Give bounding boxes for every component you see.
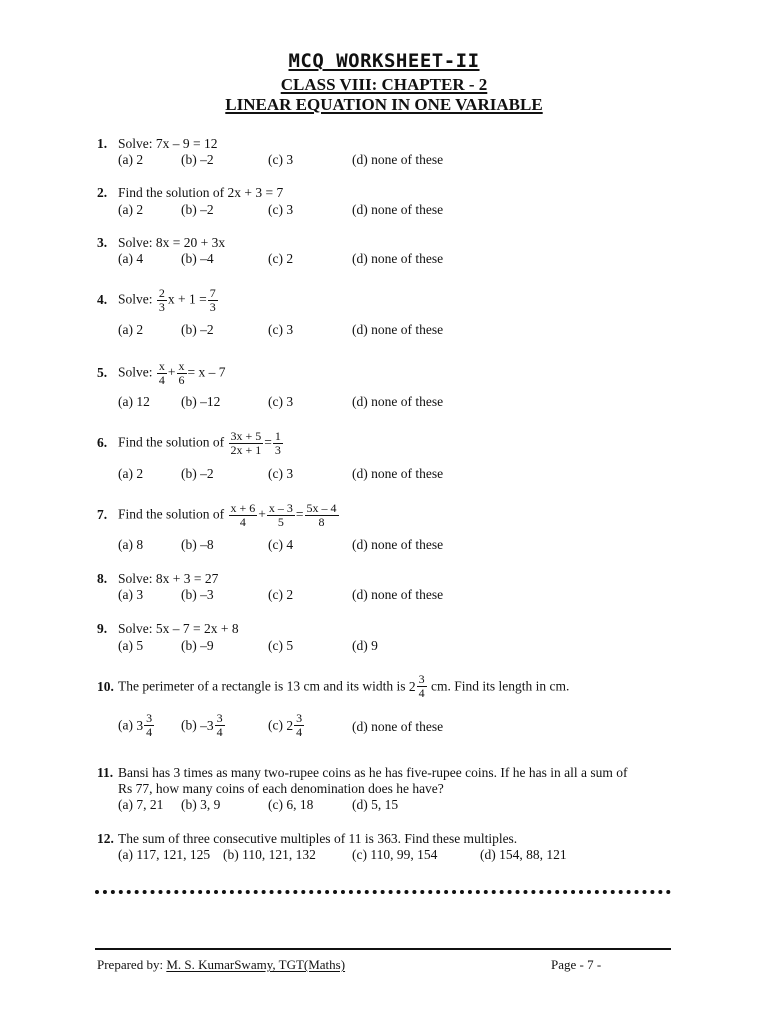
q7-option-c: (c) 4 — [268, 537, 294, 552]
q9-option-a: (a) 5 — [118, 638, 144, 653]
q10-width-mixed-number: 2 $\frac{3}{4}$ — [408, 672, 425, 700]
q11-option-a: (a) 7, 21 — [118, 797, 164, 812]
q2-option-d: (d) none of these — [352, 202, 444, 217]
q2-option-a: (a) 2 — [118, 202, 144, 217]
question-5: 5. Solve: $\frac{x}{4}$ + $\frac{x}{6}$ = x – 7 — [97, 359, 226, 387]
footer-author: M. S. KumarSwamy, TGT(Maths) — [166, 957, 346, 972]
question-12: 12. The sum of three consecutive multiples of 11 is 363. Find these multiples. — [97, 831, 518, 846]
q7-fraction-1: $\frac{x + 6}{4}$ — [230, 501, 256, 529]
q5-option-b: (b) –12 — [181, 394, 221, 409]
q7-option-a: (a) 8 — [118, 537, 144, 552]
q9-option-c: (c) 5 — [268, 638, 294, 653]
q4-fraction-2: $\frac{7}{3}$ — [209, 286, 216, 314]
q11-option-b: (b) 3, 9 — [181, 797, 221, 812]
q4-option-c: (c) 3 — [268, 322, 294, 337]
dotted-separator — [95, 890, 671, 894]
q8-option-c: (c) 2 — [268, 587, 294, 602]
q7-option-b: (b) –8 — [181, 537, 214, 552]
q3-option-c: (c) 2 — [268, 251, 294, 266]
q6-option-b: (b) –2 — [181, 466, 214, 481]
q7-option-d: (d) none of these — [352, 537, 444, 552]
topic-heading: LINEAR EQUATION IN ONE VARIABLE — [225, 95, 543, 114]
q8-option-b: (b) –3 — [181, 587, 214, 602]
question-11: 11. Bansi has 3 times as many two-rupee coins as he has five-rupee coins. If he has in all a sum of — [97, 765, 628, 780]
q5-fraction-2: $\frac{x}{6}$ — [178, 359, 185, 387]
q8-option-a: (a) 3 — [118, 587, 144, 602]
q4-option-a: (a) 2 — [118, 322, 144, 337]
q7-fraction-2: $\frac{x - 3}{5}$ — [268, 501, 293, 529]
q11-option-d: (d) 5, 15 — [352, 797, 399, 812]
q5-fraction-1: $\frac{x}{4}$ — [158, 359, 165, 387]
q3-option-a: (a) 4 — [118, 251, 144, 266]
question-10: 10. The perimeter of a rectangle is 13 cm and its width is 2 $\frac{3}{4}$ cm. Find its length in cm. — [97, 672, 570, 700]
q11-option-c: (c) 6, 18 — [268, 797, 314, 812]
q5-option-a: (a) 12 — [118, 394, 150, 409]
question-9: 9. Solve: 5x – 7 = 2x + 8 — [97, 621, 239, 636]
question-8: 8. Solve: 8x + 3 = 27 — [97, 571, 219, 586]
q9-option-b: (b) –9 — [181, 638, 214, 653]
worksheet-title: MCQ WORKSHEET-II — [288, 50, 480, 72]
question-2: 2. Find the solution of 2x + 3 = 7 — [97, 185, 284, 200]
footer-prepared-by: Prepared by: M. S. KumarSwamy, TGT(Maths) — [97, 957, 346, 972]
q6-option-d: (d) none of these — [352, 466, 444, 481]
question-11-line-2: Rs 77, how many coins of each denomination does he have? — [118, 781, 444, 796]
q6-option-c: (c) 3 — [268, 466, 294, 481]
q12-option-b: (b) 110, 121, 132 — [223, 847, 316, 862]
q1-option-b: (b) –2 — [181, 152, 214, 167]
q12-option-c: (c) 110, 99, 154 — [352, 847, 438, 862]
q3-option-b: (b) –4 — [181, 251, 214, 266]
q6-option-a: (a) 2 — [118, 466, 144, 481]
q12-option-a: (a) 117, 121, 125 — [118, 847, 211, 862]
q10-option-a: (a) 3 $\frac{3}{4}$ — [118, 711, 153, 739]
q6-fraction-2: $\frac{1}{3}$ — [274, 429, 281, 457]
q2-option-c: (c) 3 — [268, 202, 294, 217]
q1-option-d: (d) none of these — [352, 152, 444, 167]
q6-fraction-1: $\frac{3x + 5}{2x + 1}$ — [230, 429, 262, 457]
q2-option-b: (b) –2 — [181, 202, 214, 217]
q8-option-d: (d) none of these — [352, 587, 444, 602]
question-6: 6. Find the solution of $\frac{3x + 5}{2x + 1}$ = $\frac{1}{3}$ — [97, 429, 281, 457]
footer-page-number: Page - 7 - — [551, 957, 602, 972]
question-1: 1. Solve: 7x – 9 = 12 — [97, 136, 218, 151]
q5-option-c: (c) 3 — [268, 394, 294, 409]
question-7: 7. Find the solution of $\frac{x + 6}{4}$ + $\frac{x - 3}{5}$ = $\frac{5x - 4}{8}$ — [97, 501, 337, 529]
q12-option-d: (d) 154, 88, 121 — [480, 847, 567, 862]
q9-option-d: (d) 9 — [352, 638, 378, 653]
q5-option-d: (d) none of these — [352, 394, 444, 409]
footer-rule — [95, 948, 671, 950]
q1-option-c: (c) 3 — [268, 152, 294, 167]
q4-option-d: (d) none of these — [352, 322, 444, 337]
q10-option-b: (b) –3 $\frac{3}{4}$ — [181, 711, 223, 739]
q4-fraction-1: $\frac{2}{3}$ — [158, 286, 165, 314]
q4-option-b: (b) –2 — [181, 322, 214, 337]
question-4: 4. Solve: $\frac{2}{3}$ x + 1 = $\frac{7}{3}$ — [97, 286, 216, 314]
q10-option-d: (d) none of these — [352, 719, 444, 734]
q3-option-d: (d) none of these — [352, 251, 444, 266]
q1-option-a: (a) 2 — [118, 152, 144, 167]
class-chapter-heading: CLASS VIII: CHAPTER - 2 — [280, 75, 488, 94]
question-3: 3. Solve: 8x = 20 + 3x — [97, 235, 226, 250]
q7-fraction-3: $\frac{5x - 4}{8}$ — [306, 501, 337, 529]
q10-option-c: (c) 2 $\frac{3}{4}$ — [268, 711, 303, 739]
